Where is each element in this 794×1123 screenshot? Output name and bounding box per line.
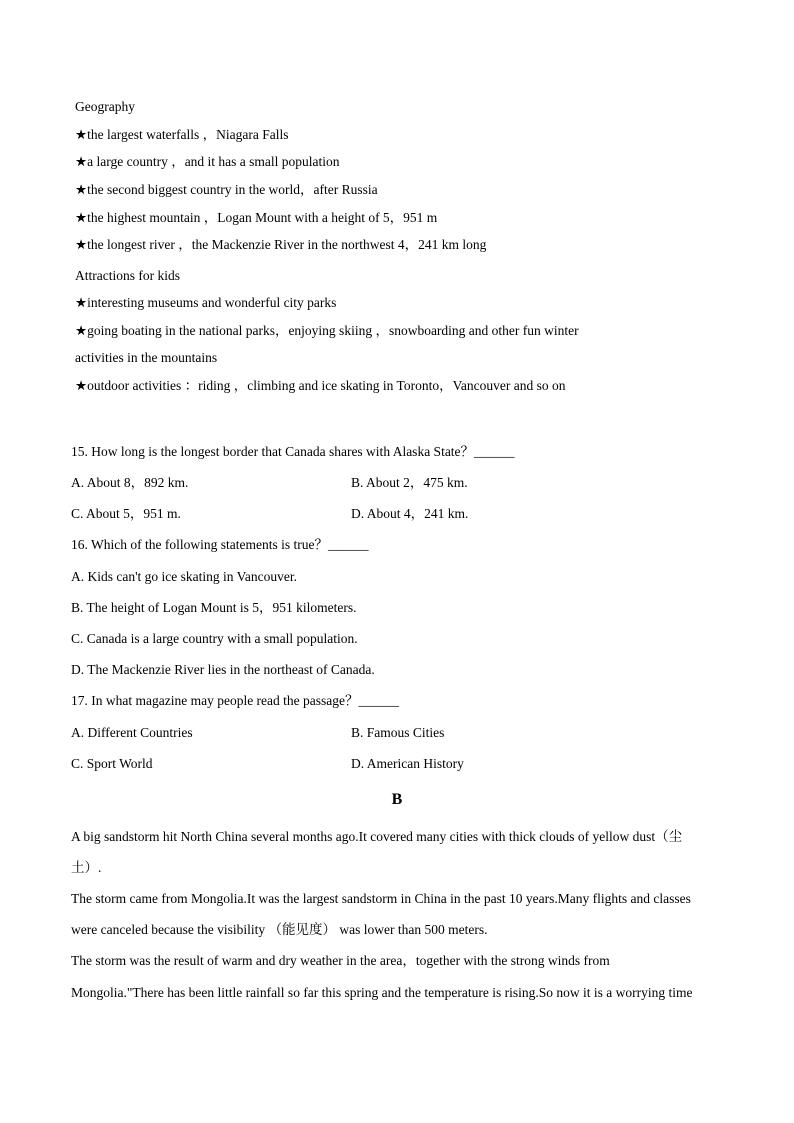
question-16-stem: 16. Which of the following statements is true？______ [71, 537, 369, 552]
question-15-option-b[interactable]: B. About 2，475 km. [351, 475, 468, 490]
attractions-item-museums: ★interesting museums and wonderful city parks [75, 295, 337, 310]
question-16-option-d[interactable]: D. The Mackenzie River lies in the northeast of Canada. [71, 662, 375, 677]
section-b-line-3: The storm came from Mongolia.It was the largest sandstorm in China in the past 10 years.Many flights and classes [71, 891, 691, 906]
question-17-stem: 17. In what magazine may people read the passage？______ [71, 693, 400, 708]
question-15-option-c[interactable]: C. About 5，951 m. [71, 506, 181, 521]
question-17-option-b[interactable]: B. Famous Cities [351, 725, 445, 740]
question-17-option-a[interactable]: A. Different Countries [71, 725, 193, 740]
geography-item-size: ★the second biggest country in the world，after Russia [75, 182, 378, 197]
question-15-stem: 15. How long is the longest border that Canada shares with Alaska State？______ [71, 444, 515, 459]
section-b-line-6: Mongolia."There has been little rainfall so far this spring and the temperature is rising.So now it is a worrying time [71, 985, 693, 1000]
geography-item-population: ★a large country ，and it has a small population [75, 154, 340, 169]
geography-item-river: ★the longest river ，the Mackenzie River in the northwest 4，241 km long [75, 237, 487, 252]
question-15-option-a[interactable]: A. About 8，892 km. [71, 475, 189, 490]
geography-item-waterfalls: ★the largest waterfalls ，Niagara Falls [75, 127, 289, 142]
section-b-line-4: were canceled because the visibility （能见度） was lower than 500 meters. [71, 922, 488, 937]
geography-item-mountain: ★the highest mountain ，Logan Mount with a height of 5，951 m [75, 210, 438, 225]
question-17-option-d[interactable]: D. American History [351, 756, 464, 771]
question-16-option-a[interactable]: A. Kids can't go ice skating in Vancouver. [71, 569, 298, 584]
question-16-option-c[interactable]: C. Canada is a large country with a small population. [71, 631, 358, 646]
attractions-item-boating: ★going boating in the national parks，enjoying skiing ，snowboarding and other fun winter [75, 323, 579, 338]
section-b-line-5: The storm was the result of warm and dry weather in the area，together with the strong winds from [71, 953, 610, 968]
attractions-item-outdoor: ★outdoor activities ：riding ，climbing and ice skating in Toronto，Vancouver and so on [75, 378, 566, 393]
question-15-option-d[interactable]: D. About 4，241 km. [351, 506, 469, 521]
attractions-item-boating-cont: activities in the mountains [75, 350, 218, 365]
question-16-option-b[interactable]: B. The height of Logan Mount is 5，951 kilometers. [71, 600, 357, 615]
section-b-line-2: 土）. [71, 860, 102, 875]
geography-title: Geography [75, 99, 135, 114]
section-b-line-1: A big sandstorm hit North China several months ago.It covered many cities with thick clouds of yellow dust（尘 [71, 829, 683, 844]
question-17-option-c[interactable]: C. Sport World [71, 756, 153, 771]
attractions-title: Attractions for kids [75, 268, 180, 283]
section-b-heading: B [391, 791, 403, 808]
